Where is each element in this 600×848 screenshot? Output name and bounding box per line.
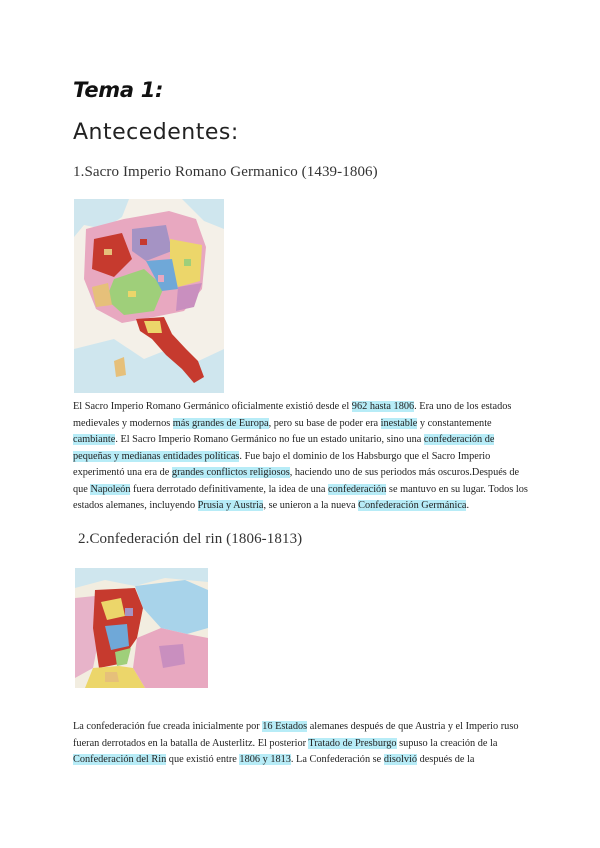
section-1-paragraph [73, 399, 533, 515]
paragraph-text: fuera derrotado definitivamente, la idea de una [130, 483, 329, 495]
highlighted-text: Prusia y Austria [197, 500, 264, 511]
highlighted-text: Napoleón [90, 483, 131, 495]
paragraph-text: y constantemente [417, 417, 492, 429]
highlighted-text: confederación de pequeñas y medianas entidades políticas [73, 434, 495, 462]
highlighted-text: Tratado de Presburgo [308, 737, 397, 749]
paragraph-text: . [466, 500, 470, 511]
section-heading-2: 2.Confederación del rin (1806-1813) [78, 531, 303, 547]
map-illustration-2 [75, 568, 208, 688]
paragraph-text: alemanes después de que Austria y el Imperio ruso fueran derrotados en la batalla de Austerlitz. El posterior [73, 721, 519, 749]
paragraph-text: . El Sacro Imperio Romano Germánico no fue un estado unitario, sino una [115, 434, 424, 445]
section-heading-1: 1.Sacro Imperio Romano Germanico (1439-1806) [73, 164, 378, 180]
highlighted-text: 962 hasta 1806 [351, 401, 415, 412]
paragraph-text: después de la [417, 754, 475, 765]
highlighted-text: confederación [328, 483, 387, 495]
paragraph-text: que existió entre [166, 754, 240, 765]
paragraph-text: El Sacro Imperio Romano Germánico oficialmente existió desde el [73, 401, 352, 412]
section-2-paragraph [73, 719, 533, 769]
paragraph-text: , se unieron a la nueva [263, 500, 359, 511]
paragraph-text: . Fue bajo el dominio de los Habsburgo que el Sacro Imperio experimentó una era de [73, 450, 491, 478]
confederation-of-rhine-map-image [75, 568, 208, 688]
paragraph-text: . La Confederación se [290, 754, 384, 765]
page-subtitle: Antecedentes: [73, 120, 239, 145]
paragraph-text: La confederación fue creada inicialmente por [73, 721, 263, 732]
paragraph-text: , pero su base de poder era [268, 417, 381, 429]
highlighted-text: Confederación Germánica [358, 500, 467, 511]
paragraph-text: supuso la creación de la [396, 737, 498, 749]
highlighted-text: 16 Estados [262, 721, 308, 732]
highlighted-text: cambiante [73, 434, 116, 445]
highlighted-text: Confederación del Rin [73, 754, 167, 765]
holy-roman-empire-map-image [74, 199, 224, 393]
highlighted-text: grandes conflictos religiosos [171, 467, 290, 478]
highlighted-text: 1806 y 1813 [239, 754, 291, 765]
highlighted-text: inestable [380, 417, 418, 429]
paragraph-text: , haciendo uno de sus periodos más oscuros.Después de que [73, 467, 520, 495]
page-title: Tema 1: [73, 78, 164, 102]
highlighted-text: disolvió [383, 754, 418, 765]
map-illustration-1 [74, 199, 224, 393]
highlighted-text: más grandes de Europa [172, 417, 269, 429]
paragraph-text: . Era uno de los estados medievales y modernos [73, 401, 512, 429]
paragraph-text: se mantuvo en su lugar. Todos los estados alemanes, incluyendo [73, 483, 528, 511]
